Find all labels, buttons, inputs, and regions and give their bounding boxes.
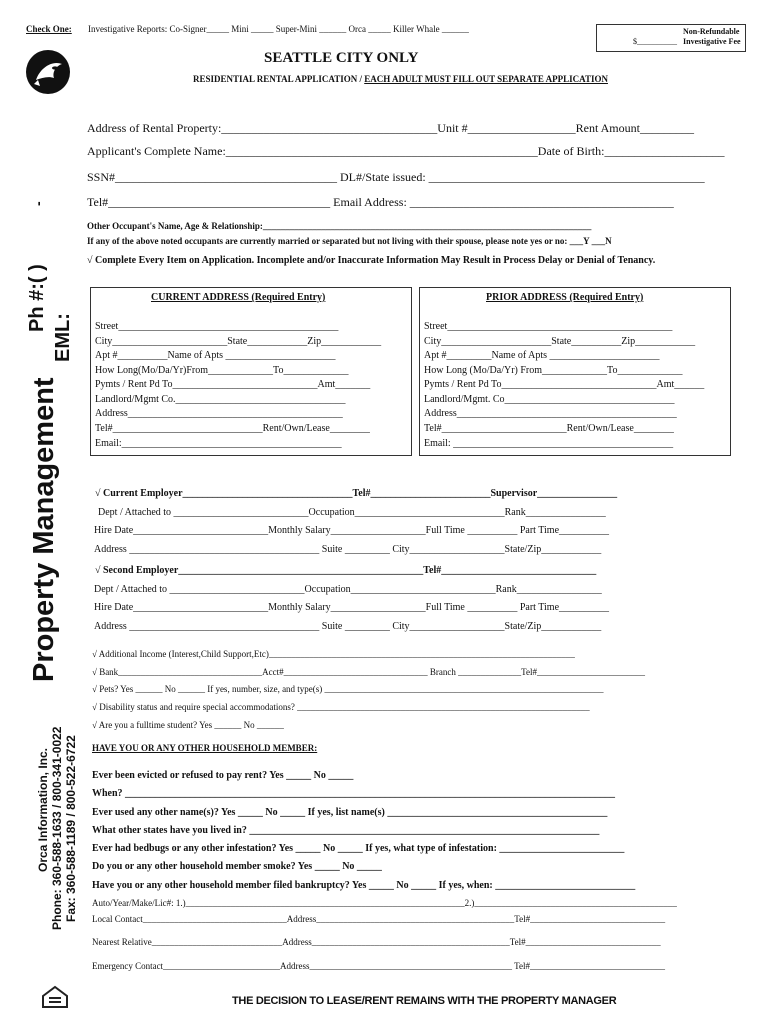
household-heading: HAVE YOU OR ANY OTHER HOUSEHOLD MEMBER:: [92, 743, 318, 753]
additional-income-line[interactable]: √ Additional Income (Interest,Child Support,Etc)____________________________________________________________________: [92, 649, 575, 659]
page-title: SEATTLE CITY ONLY: [264, 50, 419, 66]
orca-icon: [26, 50, 70, 94]
bankruptcy-line[interactable]: Have you or any other household member filed bankruptcy? Yes _____ No _____ If yes, when: ____________________________: [92, 880, 636, 891]
prior-landlord[interactable]: Landlord/Mgmt. Co__________________________________: [424, 394, 675, 405]
current-pymts[interactable]: Pymts / Rent Pd To_____________________________Amt_______: [95, 379, 371, 390]
prior-address-box: [419, 287, 731, 456]
application-title-text: RESIDENTIAL RENTAL APPLICATION /: [193, 74, 362, 84]
second-employer-line[interactable]: √ Second Employer_________________________________________________Tel#_______________________________: [95, 565, 597, 576]
when-line[interactable]: When? __________________________________________________________________________________________________: [92, 788, 616, 799]
footer-notice: THE DECISION TO LEASE/RENT REMAINS WITH THE PROPERTY MANAGER: [232, 995, 617, 1007]
current-apt[interactable]: Apt #__________Name of Apts ______________________: [95, 350, 336, 361]
current-landlord-address[interactable]: Address___________________________________________: [95, 408, 343, 419]
current-email[interactable]: Email:____________________________________________: [95, 438, 342, 449]
phone-dash: -: [30, 201, 46, 206]
current-street[interactable]: Street____________________________________________: [95, 321, 339, 332]
current-employer-line[interactable]: √ Current Employer__________________________________Tel#________________________Supervisor________________: [95, 488, 618, 499]
current-city[interactable]: City_______________________State____________Zip____________: [95, 336, 382, 347]
report-type-options[interactable]: Investigative Reports: Co-Signer_____ Mini _____ Super-Mini ______ Orca _____ Killer Whale ______: [88, 24, 469, 34]
separated-occupants-line[interactable]: If any of the above noted occupants are currently married or separated but not living with their spouse, please note yes or no: ___Y ___N: [87, 236, 612, 246]
other-names-line[interactable]: Ever used any other name(s)? Yes _____ No _____ If yes, list name(s) ____________________________________________: [92, 807, 608, 818]
auto-line[interactable]: Auto/Year/Make/Lic#: 1.)______________________________________________________________2.)_____________________________________________: [92, 898, 677, 908]
equal-housing-icon: [40, 985, 70, 1009]
student-line[interactable]: √ Are you a fulltime student? Yes ______ No ______: [92, 720, 284, 730]
check-one-label: Check One:: [26, 24, 72, 34]
fee-box: [596, 24, 746, 52]
other-states-line[interactable]: What other states have you lived in? ______________________________________________________________________: [92, 825, 600, 836]
fee-label-investigative: Investigative Fee: [683, 37, 741, 46]
prior-email[interactable]: Email: ____________________________________________: [424, 438, 674, 449]
prior-tel[interactable]: Tel#_________________________Rent/Own/Lease________: [424, 423, 674, 434]
disability-line[interactable]: √ Disability status and require special accommodations? _________________________________________________________________: [92, 702, 590, 712]
occupants-line[interactable]: Other Occupant's Name, Age & Relationship:_________________________________________________________________________: [87, 221, 592, 231]
brand-property-management: Property Management: [28, 377, 60, 682]
current-landlord[interactable]: Landlord/Mgmt Co.__________________________________: [95, 394, 346, 405]
smoke-line[interactable]: Do you or any other household member smoke? Yes _____ No _____: [92, 861, 382, 872]
fee-label-nonrefundable: Non-Refundable: [683, 27, 740, 36]
separate-application-note: EACH ADULT MUST FILL OUT SEPARATE APPLICATION: [364, 74, 608, 84]
emergency-contact-line[interactable]: Emergency Contact__________________________Address_____________________________________________ Tel#______________________________: [92, 961, 666, 971]
current-address-box: [90, 287, 412, 456]
second-dept-line[interactable]: Dept / Attached to ___________________________Occupation_____________________________Rank_________________: [94, 584, 602, 595]
prior-address-title: PRIOR ADDRESS (Required Entry): [486, 292, 644, 303]
current-hire-line[interactable]: Hire Date___________________________Monthly Salary___________________Full Time __________ Part Time__________: [94, 525, 610, 536]
company-phone: Phone: 360-588-1633 / 800-341-0022: [50, 726, 64, 930]
prior-landlord-address[interactable]: Address____________________________________________: [424, 408, 677, 419]
second-employer-address[interactable]: Address ______________________________________ Suite _________ City___________________State/Zip____________: [94, 621, 602, 632]
infestation-line[interactable]: Ever had bedbugs or any other infestation? Yes _____ No _____ If yes, what type of infestation: _________________________: [92, 843, 625, 854]
company-name: Orca Information, Inc.: [36, 747, 50, 872]
current-employer-address[interactable]: Address ______________________________________ Suite _________ City___________________State/Zip____________: [94, 544, 602, 555]
tel-email-line[interactable]: Tel#_____________________________________ Email Address: ____________________________________________: [87, 195, 674, 209]
applicant-name-line[interactable]: Applicant's Complete Name:____________________________________________________Date of Birth:____________________: [87, 144, 725, 158]
prior-how-long[interactable]: How Long (Mo/Da/Yr) From_____________To_____________: [424, 365, 683, 376]
complete-notice: √ Complete Every Item on Application. Incomplete and/or Inaccurate Information May Result in Process Delay or Denial of Tenancy.: [87, 255, 656, 266]
ssn-dl-line[interactable]: SSN#_____________________________________ DL#/State issued: ______________________________________________: [87, 170, 705, 184]
bank-line[interactable]: √ Bank________________________________Acct#________________________________ Branch ______________Tel#________________________: [92, 667, 646, 677]
fee-amount-field[interactable]: $__________: [633, 37, 677, 46]
current-address-title: CURRENT ADDRESS (Required Entry): [151, 292, 326, 303]
second-hire-line[interactable]: Hire Date___________________________Monthly Salary___________________Full Time __________ Part Time__________: [94, 602, 610, 613]
pets-line[interactable]: √ Pets? Yes ______ No ______ If yes, number, size, and type(s) ______________________________________________________________: [92, 684, 604, 694]
prior-street[interactable]: Street_____________________________________________: [424, 321, 673, 332]
phone-field[interactable]: Ph #:( ): [26, 264, 48, 332]
email-field-sidebar[interactable]: EML:: [52, 313, 74, 362]
prior-pymts[interactable]: Pymts / Rent Pd To_______________________________Amt______: [424, 379, 705, 390]
current-how-long[interactable]: How Long(Mo/Da/Yr)From_____________To_____________: [95, 365, 349, 376]
prior-city[interactable]: City______________________State__________Zip____________: [424, 336, 696, 347]
company-fax: Fax: 360-588-1189 / 800-522-6722: [64, 735, 78, 922]
application-title: [193, 74, 608, 84]
rental-property-line[interactable]: Address of Rental Property:____________________________________Unit #__________________Rent Amount_________: [87, 121, 694, 135]
evicted-line[interactable]: Ever been evicted or refused to pay rent? Yes _____ No _____: [92, 770, 354, 781]
current-tel[interactable]: Tel#______________________________Rent/Own/Lease________: [95, 423, 370, 434]
prior-apt[interactable]: Apt #_________Name of Apts ______________________: [424, 350, 660, 361]
local-contact-line[interactable]: Local Contact________________________________Address____________________________________________Tel#______________________________: [92, 914, 666, 924]
nearest-relative-line[interactable]: Nearest Relative_____________________________Address____________________________________________Tel#______________________________: [92, 937, 661, 947]
current-dept-line[interactable]: Dept / Attached to ___________________________Occupation______________________________Rank________________: [98, 507, 606, 518]
